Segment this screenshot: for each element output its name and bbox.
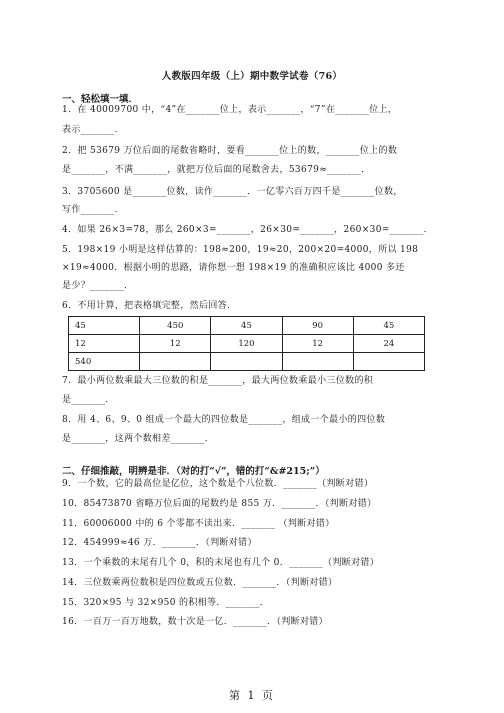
- question-12: 12．454999≈46 万．_______．（判断对错）: [62, 538, 257, 548]
- table-cell: 12: [140, 335, 211, 353]
- table-cell-blank: [140, 353, 211, 371]
- question-5-line-3: 是少？_______．: [62, 281, 134, 291]
- question-3-line-1: 3．3705600 是_______位数，读作_______．一亿零六百万四千是_______位数，: [62, 187, 403, 197]
- question-15: 15．320×95 与 32×950 的积相等．_______．: [62, 598, 270, 608]
- table-cell: 90: [282, 317, 353, 335]
- question-7-line-1: 7．最小两位数乘最大三位数的积是_______，最大两位数乘最小三位数的积: [62, 376, 374, 386]
- question-8-line-2: 是_______，这两个数相差_______．: [62, 434, 215, 444]
- table-cell: 12: [282, 335, 353, 353]
- table-row: [69, 317, 425, 335]
- question-2-line-2: 是_______，不满_______，就把万位后面的尾数舍去，53679≈_______．: [62, 165, 371, 175]
- table-cell: 45: [211, 317, 282, 335]
- question-7-line-2: 是_______．: [62, 395, 115, 405]
- multiplication-table: [68, 316, 425, 371]
- question-1-line-2: 表示_______．: [62, 125, 125, 135]
- table-cell: 24: [353, 335, 424, 353]
- section-true-false-heading: 二、仔细推敲，明辨是非．（对的打“√”，错的打“&#215;”）: [62, 466, 325, 477]
- question-8-line-1: 8．用 4、6、9、0 组成一个最大的四位数是_______，组成一个最小的四位数: [62, 415, 386, 425]
- page-number: 第 1 页: [229, 689, 275, 702]
- table-row: [69, 353, 425, 371]
- table-cell: 450: [140, 317, 211, 335]
- question-3-line-2: 写作_______．: [62, 205, 125, 215]
- question-5-line-1: 5．198×19 小明是这样估算的：198≈200，19≈20，200×20=4000，所以 198: [62, 245, 419, 255]
- table-cell-blank: [353, 353, 424, 371]
- question-1-line-1: 1．在 40009700 中，“4”在_______位上，表示_______，“7”在_______位上，: [62, 105, 398, 115]
- question-9: 9．一个数，它的最高位是亿位，这个数是个八位数．_______（判断对错）: [62, 479, 374, 489]
- table-cell-blank: [282, 353, 353, 371]
- question-10: 10．85473870 省略万位后面的尾数约是 855 万．_______．（判断对错）: [62, 499, 377, 509]
- question-13: 13．一个乘数的末尾有几个 0，积的末尾也有几个 0．_______（判断对错）: [62, 558, 380, 568]
- table-cell: 12: [69, 335, 140, 353]
- question-11: 11．60006000 中的 6 个零都不读出来．_______ （判断对错）: [62, 519, 335, 529]
- table-cell: 540: [69, 353, 140, 371]
- question-16: 16．一百万一百万地数，数十次是一亿．_______．（判断对错）: [62, 617, 329, 627]
- table-cell: 120: [211, 335, 282, 353]
- question-4: 4．如果 26×3=78，那么 260×3=_______，26×30=_______，260×30=_______．: [62, 225, 433, 235]
- page-title: 人教版四年级（上）期中数学试卷（76）: [161, 71, 343, 82]
- section-fill-in-heading: 一、轻松填一填．: [62, 94, 139, 105]
- table-cell-blank: [211, 353, 282, 371]
- question-6: 6．不用计算，把表格填完整，然后回答．: [62, 301, 237, 311]
- question-14: 14．三位数乘两位数积是四位数或五位数．_______．（判断对错）: [62, 578, 338, 588]
- table-cell: 45: [353, 317, 424, 335]
- question-2-line-1: 2．把 53679 万位后面的尾数省略时，要看_______位上的数，_______位上的数: [62, 146, 398, 156]
- table-cell: 45: [69, 317, 140, 335]
- table-row: [69, 335, 425, 353]
- question-5-line-2: ×19≈4000．根据小明的思路，请你想一想 198×19 的准确积应该比 4000 多还: [62, 263, 405, 273]
